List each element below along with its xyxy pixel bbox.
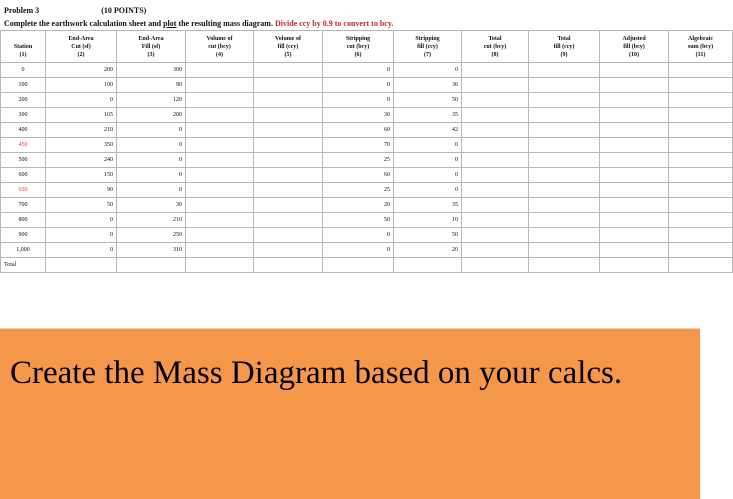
cell-total[interactable] [529,258,600,273]
cell-empty[interactable] [669,78,733,93]
cell-station[interactable]: 400 [1,123,46,138]
column-header-line: sum (bcy) [687,43,714,50]
cell-empty[interactable] [254,63,323,78]
column-header-8 [462,31,529,63]
column-header-line: Stripping [345,35,371,42]
column-header-line: fill (bcy) [623,43,645,50]
cell-cut[interactable]: 350 [46,138,117,153]
column-header-line: cut (bcy) [483,43,507,50]
cell-empty[interactable] [186,228,254,243]
cell-empty[interactable] [462,198,529,213]
column-header-line: fill (ccy) [553,43,575,50]
cell-scut[interactable]: 50 [323,213,394,228]
instruction-underlined: plot [163,19,177,28]
cell-empty[interactable] [600,153,669,168]
column-header-line: Stripping [415,35,440,42]
header-row [1,31,733,63]
column-header-line: (9) [560,51,568,58]
mass-diagram-box [0,328,700,499]
earthwork-table [0,30,733,273]
cell-empty[interactable] [186,108,254,123]
cell-fill[interactable]: 0 [117,183,186,198]
column-header-line: fill (ccy) [277,43,299,50]
mass-diagram-instruction: Create the Mass Diagram based on your calcs. [10,355,623,391]
cell-empty[interactable] [600,108,669,123]
cell-empty[interactable] [186,63,254,78]
cell-empty[interactable] [462,108,529,123]
column-header-line: Algebraic [688,35,713,42]
column-header-7 [394,31,462,63]
cell-empty[interactable] [600,183,669,198]
cell-empty[interactable] [669,153,733,168]
cell-empty[interactable] [529,153,600,168]
cell-station[interactable]: 700 [1,198,46,213]
cell-empty[interactable] [254,183,323,198]
cell-fill[interactable]: 30 [117,198,186,213]
cell-empty[interactable] [529,123,600,138]
cell-scut[interactable]: 20 [323,198,394,213]
cell-scut[interactable]: 30 [323,108,394,123]
table-row [1,78,733,93]
cell-fill[interactable]: 310 [117,243,186,258]
column-header-5 [254,31,323,63]
cell-empty[interactable] [462,228,529,243]
cell-empty[interactable] [529,213,600,228]
cell-empty[interactable] [529,93,600,108]
cell-fill[interactable]: 120 [117,93,186,108]
cell-scut[interactable]: 0 [323,228,394,243]
cell-station[interactable]: 600 [1,168,46,183]
table-row [1,63,733,78]
column-header-line: End-Area [68,35,94,42]
cell-empty[interactable] [186,78,254,93]
cell-empty[interactable] [254,168,323,183]
instruction-part-2: the resulting mass diagram. [176,19,273,28]
column-header-line: (8) [491,51,499,58]
cell-empty[interactable] [254,213,323,228]
cell-sfill[interactable]: 35 [394,108,462,123]
cell-empty[interactable] [462,78,529,93]
cell-empty[interactable] [669,228,733,243]
cell-station[interactable]: 300 [1,108,46,123]
cell-empty[interactable] [186,183,254,198]
cell-empty[interactable] [462,123,529,138]
cell-empty[interactable] [529,228,600,243]
cell-sfill[interactable]: 20 [394,243,462,258]
cell-cut[interactable]: 0 [46,213,117,228]
column-header-line: Station [13,43,33,50]
cell-sfill[interactable]: 0 [394,153,462,168]
cell-empty[interactable] [186,243,254,258]
cell-total[interactable] [669,258,733,273]
cell-empty[interactable] [186,213,254,228]
cell-empty[interactable] [669,183,733,198]
column-header-line: (4) [216,51,223,58]
cell-cut[interactable]: 90 [46,183,117,198]
cell-empty[interactable] [462,243,529,258]
column-header-line: cut (bcy) [208,43,231,50]
cell-fill[interactable]: 0 [117,123,186,138]
cell-empty[interactable] [529,198,600,213]
cell-station[interactable]: 0 [1,63,46,78]
column-header-line: Total [557,35,571,42]
table-row [1,198,733,213]
cell-empty[interactable] [186,138,254,153]
column-header-line: (7) [424,51,431,58]
cell-sfill[interactable]: 10 [394,213,462,228]
cell-cut[interactable]: 165 [46,108,117,123]
column-header-line: Adjusted [622,35,646,42]
cell-empty[interactable] [669,63,733,78]
column-header-line: End-Area [138,35,164,42]
cell-empty[interactable] [600,228,669,243]
cell-empty[interactable] [186,168,254,183]
cell-sfill[interactable]: 50 [394,228,462,243]
problem-number: Problem 3 [4,6,40,15]
cell-station[interactable]: 1,000 [1,243,46,258]
cell-empty[interactable] [600,123,669,138]
table-row [1,138,733,153]
table-row [1,243,733,258]
cell-empty[interactable] [600,78,669,93]
cell-empty[interactable] [600,198,669,213]
cell-cut[interactable]: 0 [46,228,117,243]
cell-empty[interactable] [462,213,529,228]
cell-empty[interactable] [669,213,733,228]
cell-empty[interactable] [254,93,323,108]
column-header-1 [1,31,46,63]
cell-fill[interactable]: 0 [117,138,186,153]
instruction-text [4,19,393,28]
column-header-line: (10) [629,51,639,58]
cell-empty[interactable] [462,138,529,153]
cell-total[interactable] [117,258,186,273]
cell-sfill[interactable]: 50 [394,93,462,108]
cell-empty[interactable] [529,63,600,78]
table-row [1,123,733,138]
cell-empty[interactable] [669,168,733,183]
cell-scut[interactable]: 60 [323,123,394,138]
cell-empty[interactable] [254,123,323,138]
cell-total[interactable] [323,258,394,273]
cell-empty[interactable] [669,123,733,138]
cell-total[interactable] [46,258,117,273]
column-header-10 [600,31,669,63]
total-label: Total [1,258,46,273]
column-header-line: Volume of [275,35,301,42]
cell-empty[interactable] [669,243,733,258]
table-row [1,108,733,123]
cell-empty[interactable] [254,153,323,168]
cell-sfill[interactable]: 0 [394,63,462,78]
cell-empty[interactable] [669,93,733,108]
cell-empty[interactable] [186,123,254,138]
column-header-line: Volume of [206,35,233,42]
column-header-line: Cut (sf) [71,43,91,50]
column-header-line: (6) [354,51,362,58]
cell-station[interactable]: 500 [1,153,46,168]
cell-empty[interactable] [600,243,669,258]
cell-empty[interactable] [529,78,600,93]
cell-empty[interactable] [462,183,529,198]
cell-station[interactable]: 800 [1,213,46,228]
cell-cut[interactable]: 50 [46,198,117,213]
cell-empty[interactable] [600,138,669,153]
table-row [1,183,733,198]
cell-sfill[interactable]: 0 [394,183,462,198]
cell-empty[interactable] [254,243,323,258]
cell-station[interactable]: 650 [1,183,46,198]
cell-empty[interactable] [254,228,323,243]
cell-scut[interactable]: 25 [323,183,394,198]
column-header-9 [529,31,600,63]
cell-empty[interactable] [254,78,323,93]
cell-empty[interactable] [600,213,669,228]
column-header-line: (5) [284,51,292,58]
table-row [1,228,733,243]
column-header-line: (11) [695,51,706,58]
column-header-11 [669,31,733,63]
cell-sfill[interactable]: 36 [394,78,462,93]
cell-fill[interactable]: 210 [117,213,186,228]
column-header-4 [186,31,254,63]
cell-total[interactable] [462,258,529,273]
cell-station[interactable]: 450 [1,138,46,153]
total-row [1,258,733,273]
table-row [1,153,733,168]
cell-sfill[interactable]: 0 [394,168,462,183]
cell-fill[interactable]: 250 [117,228,186,243]
cell-empty[interactable] [462,153,529,168]
cell-empty[interactable] [600,93,669,108]
cell-scut[interactable]: 25 [323,153,394,168]
column-header-line: Fill (sf) [141,43,161,50]
column-header-line: (3) [147,51,155,58]
cell-empty[interactable] [462,93,529,108]
cell-cut[interactable]: 210 [46,123,117,138]
cell-total[interactable] [254,258,323,273]
cell-scut[interactable]: 70 [323,138,394,153]
cell-cut[interactable]: 240 [46,153,117,168]
cell-scut[interactable]: 0 [323,78,394,93]
cell-cut[interactable]: 150 [46,168,117,183]
cell-fill[interactable]: 0 [117,168,186,183]
cell-empty[interactable] [529,108,600,123]
cell-sfill[interactable]: 0 [394,138,462,153]
instruction-red-note: Divide ccy by 0.9 to convert to bcy. [272,19,394,28]
cell-empty[interactable] [529,243,600,258]
cell-cut[interactable]: 0 [46,93,117,108]
cell-empty[interactable] [186,93,254,108]
column-header-line: fill (ccy) [417,43,438,50]
cell-cut[interactable]: 0 [46,243,117,258]
cell-empty[interactable] [186,153,254,168]
cell-empty[interactable] [254,108,323,123]
cell-cut[interactable]: 100 [46,78,117,93]
instruction-part-1: Complete the earthwork calculation sheet and [4,19,164,28]
problem-points: (10 POINTS) [101,6,147,15]
cell-station[interactable]: 200 [1,93,46,108]
cell-empty[interactable] [529,183,600,198]
cell-empty[interactable] [669,198,733,213]
cell-fill[interactable]: 200 [117,108,186,123]
cell-empty[interactable] [669,138,733,153]
cell-fill[interactable]: 90 [117,78,186,93]
cell-empty[interactable] [529,168,600,183]
column-header-2 [46,31,117,63]
cell-empty[interactable] [462,63,529,78]
cell-empty[interactable] [600,63,669,78]
cell-scut[interactable]: 0 [323,63,394,78]
column-header-line: Total [488,35,502,42]
cell-station[interactable]: 100 [1,78,46,93]
table-row [1,93,733,108]
cell-empty[interactable] [529,138,600,153]
cell-empty[interactable] [186,198,254,213]
cell-empty[interactable] [600,168,669,183]
cell-scut[interactable]: 0 [323,93,394,108]
cell-total[interactable] [600,258,669,273]
cell-fill[interactable]: 300 [117,63,186,78]
column-header-6 [323,31,394,63]
table-row [1,168,733,183]
cell-fill[interactable]: 0 [117,153,186,168]
cell-sfill[interactable]: 35 [394,198,462,213]
problem-header [4,6,146,15]
column-header-line: (2) [77,51,85,58]
cell-scut[interactable]: 0 [323,243,394,258]
cell-scut[interactable]: 60 [323,168,394,183]
table-row [1,213,733,228]
column-header-line [4,35,42,43]
cell-empty[interactable] [254,198,323,213]
cell-station[interactable]: 900 [1,228,46,243]
cell-empty[interactable] [462,168,529,183]
column-header-line: cut (bcy) [346,43,370,50]
cell-cut[interactable]: 200 [46,63,117,78]
cell-total[interactable] [186,258,254,273]
cell-sfill[interactable]: 42 [394,123,462,138]
cell-total[interactable] [394,258,462,273]
cell-empty[interactable] [669,108,733,123]
column-header-3 [117,31,186,63]
cell-empty[interactable] [254,138,323,153]
column-header-line: (1) [19,51,27,58]
